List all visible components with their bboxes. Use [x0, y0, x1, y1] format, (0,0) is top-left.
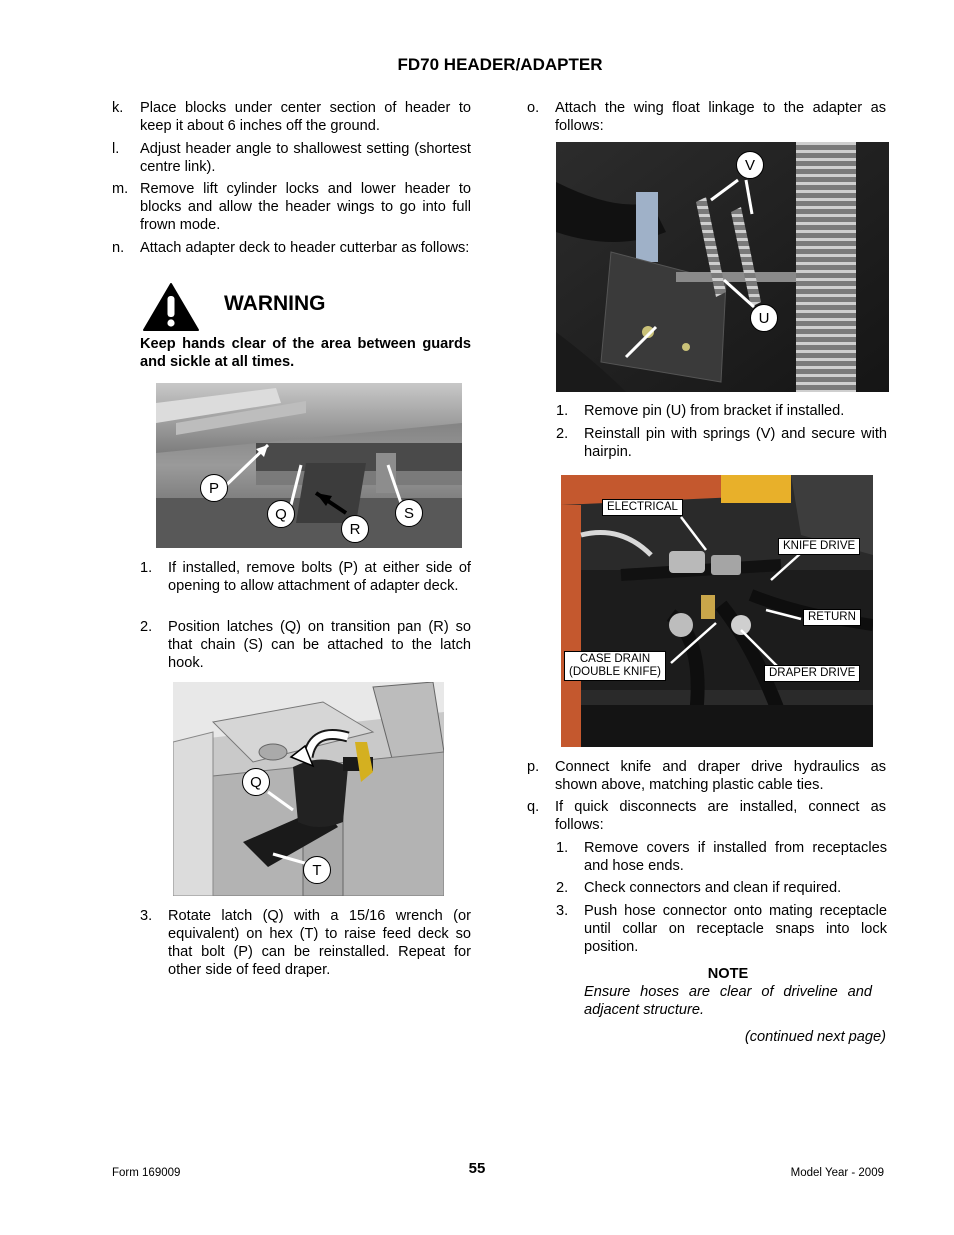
label-knife-drive: KNIFE DRIVE: [778, 538, 860, 555]
step-text: Check connectors and clean if required.: [584, 880, 842, 896]
substep-3: [556, 902, 888, 958]
continued-note: (continued next page): [744, 1029, 886, 1045]
callout-p: P: [200, 474, 228, 502]
callout-s: S: [395, 499, 423, 527]
step-text: Place blocks under center section of header to keep it about 6 inches off the ground.: [140, 100, 471, 134]
warning-text: Keep hands clear of the area between guards and sickle at all times.: [140, 336, 471, 370]
substep-2: [556, 879, 888, 899]
step-label: 2.: [140, 619, 153, 635]
label-case-drain-line1: CASE DRAIN: [579, 653, 651, 665]
step-label: l.: [112, 141, 120, 157]
step-q: [527, 798, 887, 836]
step-l: [112, 140, 472, 178]
step-label: 1.: [556, 403, 569, 419]
step-m: [112, 180, 472, 236]
label-case-drain-line2: (DOUBLE KNIFE): [569, 666, 662, 678]
step-text: If quick disconnects are installed, connect as follows:: [555, 799, 886, 833]
callout-u: U: [750, 304, 778, 332]
callout-v: V: [736, 151, 764, 179]
step-label: 3.: [556, 903, 569, 919]
step-label: k.: [112, 100, 124, 116]
step-text: Adjust header angle to shallowest setting (shortest centre link).: [140, 141, 471, 175]
step-text: Reinstall pin with springs (V) and secure with hairpin.: [584, 426, 887, 460]
step-o: [527, 99, 887, 137]
callout-q: Q: [242, 768, 270, 796]
note-title: NOTE: [707, 966, 749, 982]
step-text: Attach adapter deck to header cutterbar as follows:: [140, 240, 470, 256]
step-label: 2.: [556, 426, 569, 442]
step-text: Rotate latch (Q) with a 15/16 wrench (or equivalent) on hex (T) to raise feed deck so that bolt (P) can be reinstalled. Repeat for other side of feed draper.: [168, 908, 471, 978]
step-k: [112, 99, 472, 137]
note-text: Ensure hoses are clear of driveline and adjacent structure.: [584, 984, 872, 1018]
step-label: 3.: [140, 908, 153, 924]
footer-model-year: Model Year - 2009: [790, 1167, 884, 1179]
substep-1: [556, 839, 888, 877]
step-text: Position latches (Q) on transition pan (R) so that chain (S) can be attached to the latch hook.: [168, 619, 471, 671]
label-case-drain: [564, 651, 666, 681]
label-electrical: ELECTRICAL: [602, 499, 683, 516]
step-text: If installed, remove bolts (P) at either side of opening to allow attachment of adapter deck.: [168, 560, 471, 594]
step-label: q.: [527, 799, 540, 815]
step-n: [112, 239, 472, 277]
step-label: m.: [112, 181, 129, 197]
figure-float-linkage-photo: [556, 142, 889, 392]
step-text: Remove lift cylinder locks and lower header to blocks and allow the header wings to go into full frown mode.: [140, 181, 471, 233]
callout-t: T: [303, 856, 331, 884]
label-return: RETURN: [803, 609, 861, 626]
step-text: Remove covers if installed from receptacles and hose ends.: [584, 840, 887, 874]
substep-1: [140, 559, 472, 615]
step-label: 2.: [556, 880, 569, 896]
step-label: n.: [112, 240, 125, 256]
step-text: Connect knife and draper drive hydraulics as shown above, matching plastic cable ties.: [555, 759, 886, 793]
step-text: Attach the wing float linkage to the adapter as follows:: [555, 100, 886, 134]
label-draper-drive: DRAPER DRIVE: [764, 665, 860, 682]
footer-form: Form 169009: [112, 1167, 181, 1179]
substep-1: [556, 402, 888, 422]
step-label: o.: [527, 100, 540, 116]
substep-2: [140, 618, 472, 674]
callout-r: R: [341, 515, 369, 543]
callout-q: Q: [267, 500, 295, 528]
step-text: Push hose connector onto mating receptacle until collar on receptacle snaps into lock position.: [584, 903, 887, 955]
step-label: p.: [527, 759, 540, 775]
substep-2: [556, 425, 888, 463]
warning-title: WARNING: [224, 292, 326, 315]
page-number: 55: [468, 1160, 486, 1177]
step-label: 1.: [556, 840, 569, 856]
warning-icon: [142, 282, 200, 332]
step-p: [527, 758, 887, 796]
page-title: FD70 HEADER/ADAPTER: [397, 55, 603, 74]
step-label: 1.: [140, 560, 153, 576]
step-text: Remove pin (U) from bracket if installed.: [584, 403, 845, 419]
substep-3: [140, 907, 472, 983]
